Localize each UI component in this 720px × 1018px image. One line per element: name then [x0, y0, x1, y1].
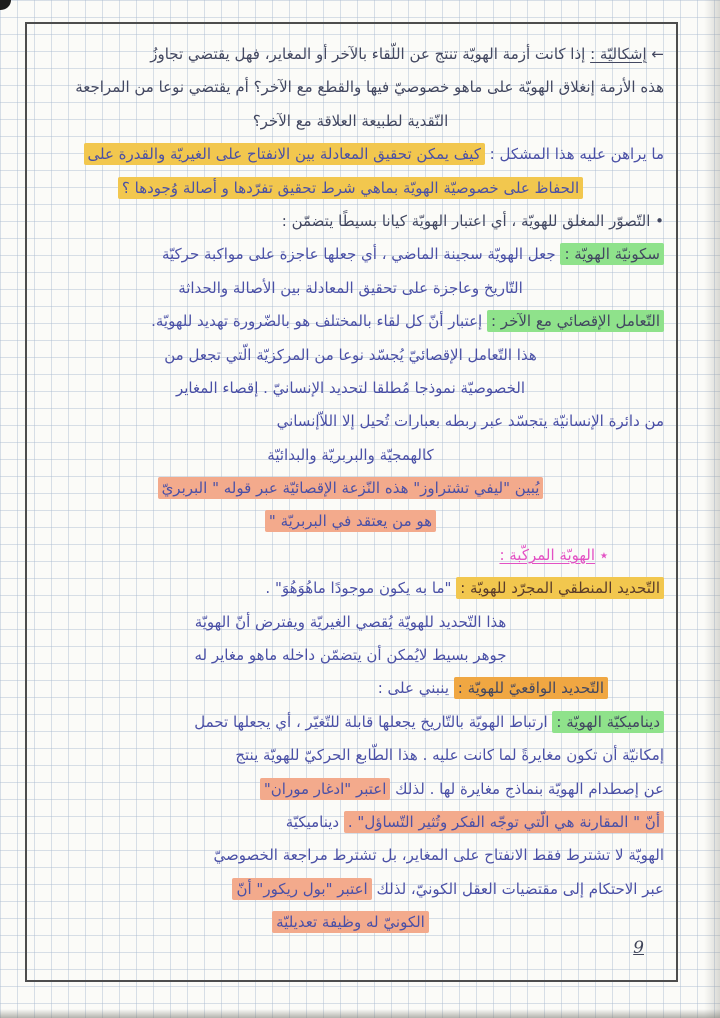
- text-segment: ٭: [595, 545, 608, 564]
- text-line: [37, 739, 664, 772]
- text-line: [37, 539, 664, 572]
- text-line: [37, 672, 664, 705]
- text-segment: • التّصوّر المغلق للهويّة ، أي اعتبار الهويّة كيانا بسيطًا يتضمّن :: [281, 211, 664, 230]
- text-line: [37, 71, 664, 104]
- text-line: [37, 405, 664, 438]
- text-line: [37, 138, 664, 171]
- highlighted-text: التّحديد الواقعيّ للهويّة :: [454, 677, 608, 699]
- text-line: [37, 172, 664, 205]
- highlighted-text: أنّ " المقارنة هي الّتي توجّه الفكر وتُثير التّساؤل" .: [344, 811, 664, 833]
- highlighted-text: يُبين "ليفي تشتراوز" هذه النّزعة الإقصائيّة عبر قوله " البربريّ: [158, 477, 544, 499]
- text-line: [37, 38, 664, 71]
- text-segment: ما يراهن عليه هذا المشكل :: [484, 145, 664, 164]
- text-segment: جوهر بسيط لايُمكن أن يتضمّن داخله ماهو مغاير له: [194, 646, 507, 665]
- text-line: [37, 305, 664, 338]
- text-line: [37, 606, 664, 639]
- text-line: [37, 873, 664, 906]
- highlighted-text: ديناميكيّة الهويّة :: [552, 711, 664, 733]
- text-segment: إمكانيّة أن تكون مغايرةً لما كانت عليه . هذا الطّابع الحركيّ للهويّة ينتج: [235, 746, 664, 765]
- highlighted-text: هو من يعتقد في البربريّة ": [265, 510, 436, 532]
- text-line: [37, 505, 664, 538]
- highlighted-text: التّحديد المنطقي المجرّد للهويّة :: [456, 577, 664, 599]
- text-segment: إشكاليّة :: [590, 45, 647, 63]
- text-line: [37, 572, 664, 605]
- highlighted-text: اعتبر "بول ريكور" أنّ: [232, 878, 371, 900]
- text-line: [37, 839, 664, 872]
- text-segment: ←: [646, 45, 664, 63]
- text-line: [37, 639, 664, 672]
- highlighted-text: التّعامل الإقصائي مع الآخر :: [487, 310, 664, 332]
- page-corner-mark: [0, 0, 11, 10]
- text-segment: النّقدية لطبيعة العلاقة مع الآخر؟: [252, 111, 449, 130]
- text-segment: من دائرة الإنسانيّة يتجسّد عبر ربطه بعبارات تُحيل إلا اللاّإنساني: [276, 412, 664, 431]
- highlighted-text: الحفاظ على خصوصيّة الهويّة بماهي شرط تحقيق تفرّدها و أصالة وُجودها ؟: [118, 177, 583, 199]
- text-segment: هذا التّحديد للهويّة يُقصي الغيريّة ويفترض أنّ الهويّة: [194, 612, 507, 631]
- text-segment: "ما به يكون موجودًا ماهُوَهُوَ" .: [265, 579, 457, 598]
- text-segment: الخصوصيّة نموذجا مُطلقا لتحديد الإنسانيّ . إقصاء المغاير: [175, 378, 526, 397]
- text-line: [37, 439, 664, 472]
- notebook-lines: [37, 38, 664, 970]
- text-line: [37, 238, 664, 271]
- text-segment: التّاريخ وعاجزة على تحقيق المعادلة بين الأصالة والحداثة: [178, 278, 523, 297]
- highlighted-text: اعتبر "ادغار موران": [260, 778, 391, 800]
- page-number: 9: [633, 938, 644, 958]
- hand-drawn-border-frame: [25, 22, 678, 982]
- text-line: [37, 773, 664, 806]
- text-segment: هذه الأزمة إنغلاق الهويّة على ماهو خصوصيّ فيها والقطع مع الآخر؟ أم يقتضي نوعا من المراجعة: [75, 78, 664, 97]
- text-line: [37, 105, 664, 138]
- text-segment: ينبني على :: [377, 679, 454, 698]
- text-segment: الهويّة لا تشترط فقط الانفتاح على المغاير، بل تشترط مراجعة الخصوصيّ: [213, 846, 664, 865]
- text-segment: الهويّة المركّبة :: [499, 545, 596, 564]
- text-segment: عن إصطدام الهويّة بنماذج مغايرة لها . لذلك: [390, 779, 664, 798]
- text-line: [37, 472, 664, 505]
- text-line: [37, 372, 664, 405]
- text-segment: ارتباط الهويّة بالتّاريخ يجعلها قابلة للتّغيّر ، أي يجعلها تحمل: [194, 712, 553, 731]
- text-line: [37, 906, 664, 939]
- text-segment: كالهمجيّة والبربريّة والبدائيّة: [267, 445, 434, 464]
- highlighted-text: سكونيّة الهويّة :: [560, 243, 664, 265]
- text-segment: هذا التّعامل الإقصائيّ يُجسّد نوعا من المركزيّة الّتي تجعل من: [164, 345, 537, 364]
- text-line: [37, 706, 664, 739]
- highlighted-text: الكونيّ له وظيفة تعديليّة: [272, 911, 429, 933]
- text-segment: ديناميكيّة: [285, 812, 344, 831]
- text-segment: جعل الهويّة سجينة الماضي ، أي جعلها عاجزة على مواكبة حركيّة: [161, 245, 561, 264]
- text-segment: إعتبار أنّ كل لقاء بالمختلف هو بالضّرورة تهديد للهويّة.: [151, 312, 487, 331]
- text-line: [37, 339, 664, 372]
- paper-bottom-edge: [0, 1009, 720, 1018]
- highlighted-text: كيف يمكن تحقيق المعادلة بين الانفتاح على الغيريّة والقدرة على: [84, 143, 485, 165]
- text-line: [37, 272, 664, 305]
- paper-right-edge: [704, 0, 720, 1018]
- text-line: [37, 205, 664, 238]
- text-segment: عبر الاحتكام إلى مقتضيات العقل الكونيّ، لذلك: [371, 879, 664, 898]
- text-line: [37, 806, 664, 839]
- text-segment: إذا كانت أزمة الهويّة تنتج عن اللّقاء بالآخر أو المغاير، فهل يقتضي تجاوزُ: [150, 45, 591, 63]
